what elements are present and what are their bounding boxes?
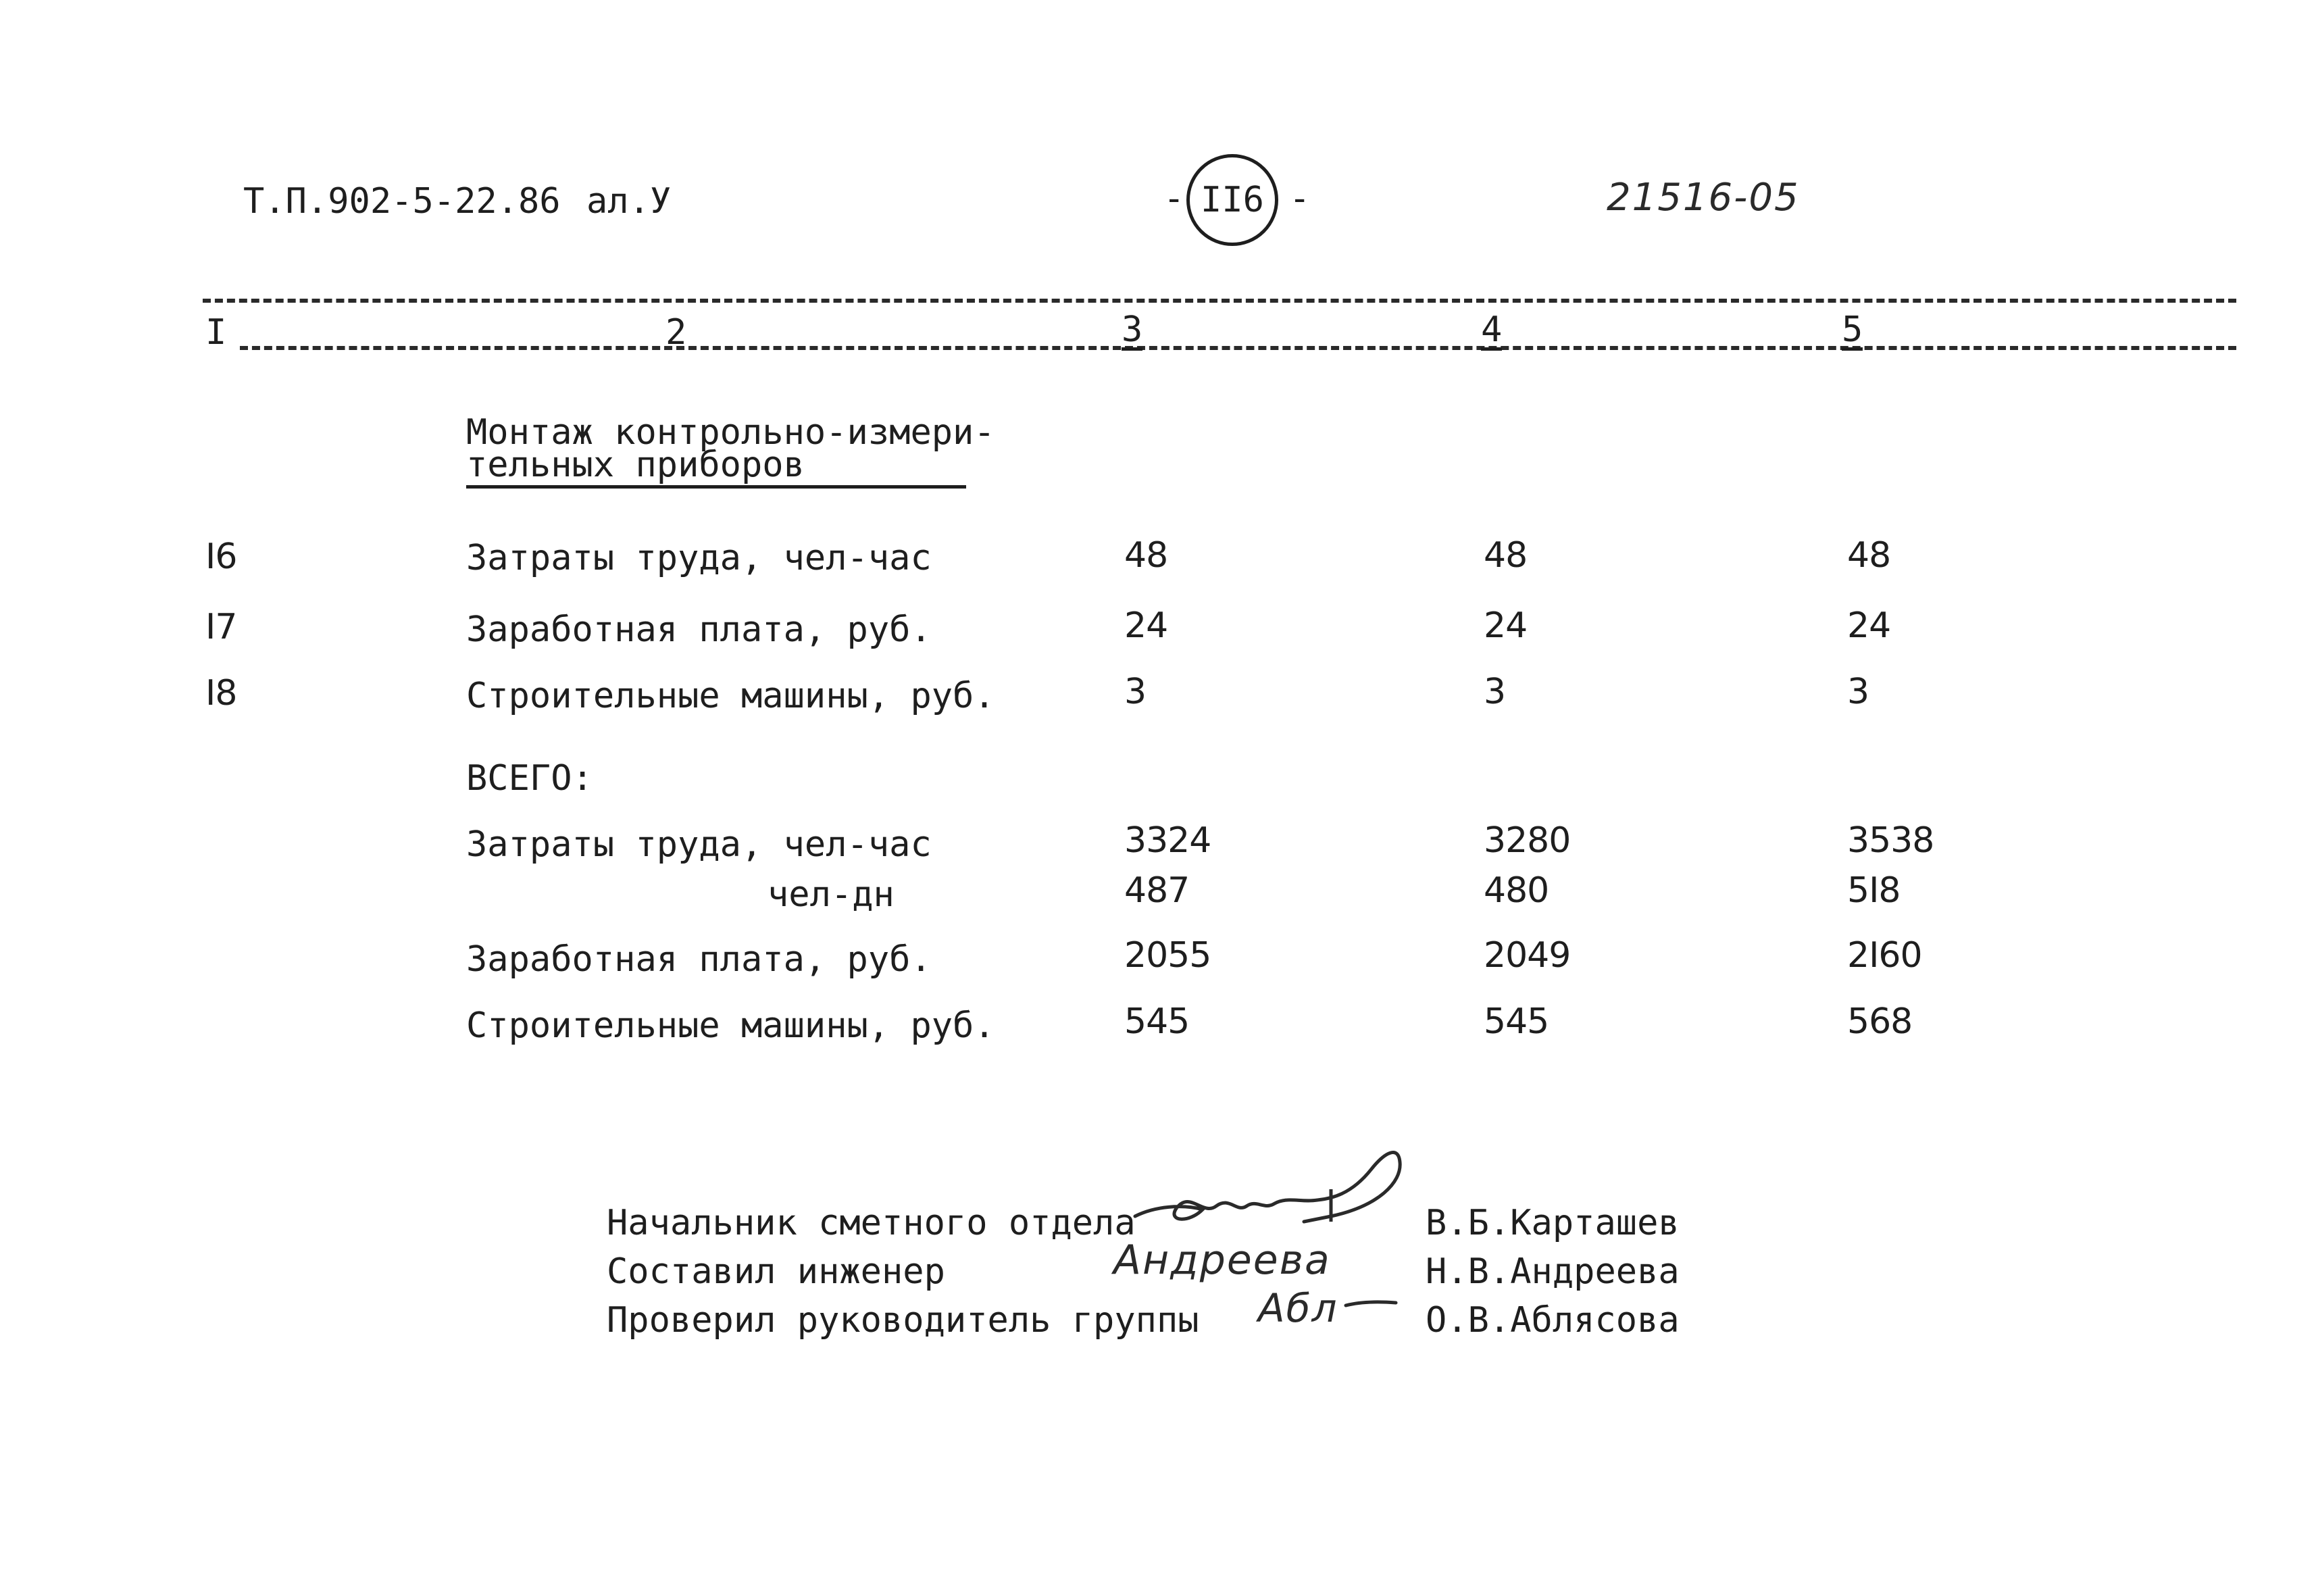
total-labor-col3: 3324 <box>1124 820 1211 861</box>
album-label: ал.У <box>586 181 672 222</box>
row-label: Затраты труда, чел-час <box>466 538 932 578</box>
cell-col4: 3 <box>1484 672 1506 712</box>
cell-col5: 3 <box>1847 672 1869 712</box>
total-days-col3: 487 <box>1124 870 1190 911</box>
signature-role-2: Составил инженер <box>607 1251 945 1292</box>
cell-col5: 24 <box>1847 605 1891 646</box>
total-machines-col3: 545 <box>1124 1001 1190 1042</box>
cell-col4: 48 <box>1484 535 1528 576</box>
total-machines-label: Строительные машины, руб. <box>466 1005 995 1046</box>
total-labor-label: Затраты труда, чел-час <box>466 824 932 865</box>
row-label: Заработная плата, руб. <box>466 609 932 650</box>
row-number: I7 <box>205 607 237 647</box>
signature-name-2: Н.В.Андреева <box>1426 1251 1680 1292</box>
row-number: I8 <box>205 673 237 714</box>
doc-code: Т.П.902-5-22.86 <box>243 181 561 222</box>
cell-col3: 3 <box>1124 672 1147 712</box>
doc-reference: 21516-05 <box>1607 176 1800 220</box>
signature-name-1: В.Б.Карташев <box>1426 1203 1680 1243</box>
total-labor-col5: 3538 <box>1847 820 1934 861</box>
total-machines-col4: 545 <box>1484 1001 1549 1042</box>
signature-dash-icon <box>1344 1297 1399 1311</box>
col-header-4: 4 <box>1481 309 1503 350</box>
section-title-line1: Монтаж контрольно-измери- <box>466 412 995 453</box>
col-header-3: 3 <box>1122 309 1143 350</box>
section-title-line2: тельных приборов <box>466 447 966 489</box>
col-header-2: 2 <box>665 312 687 353</box>
signature-andreeva: Андреева <box>1113 1237 1331 1284</box>
total-days-label: чел-дн <box>768 874 895 915</box>
total-wage-label: Заработная плата, руб. <box>466 939 932 980</box>
col-header-5: 5 <box>1842 309 1863 350</box>
row-label: Строительные машины, руб. <box>466 676 995 716</box>
page-dash-left: - <box>1163 178 1185 219</box>
cell-col5: 48 <box>1847 535 1891 576</box>
col-header-1: I <box>205 312 227 353</box>
signature-role-1: Начальник сметного отдела <box>607 1203 1136 1243</box>
total-wage-col3: 2055 <box>1124 935 1211 976</box>
page-number: II6 <box>1186 154 1278 246</box>
cell-col4: 24 <box>1484 605 1528 646</box>
total-machines-col5: 568 <box>1847 1001 1913 1042</box>
table-top-rule <box>203 299 2236 303</box>
row-number: I6 <box>205 537 237 577</box>
page-dash-right: - <box>1289 178 1311 219</box>
total-labor-col4: 3280 <box>1484 820 1571 861</box>
signature-kartashev-icon <box>1128 1142 1412 1243</box>
signature-name-3: О.В.Аблясова <box>1426 1300 1680 1341</box>
signature-ablyasova: Абл <box>1258 1285 1338 1331</box>
signature-role-3: Проверил руководитель группы <box>607 1300 1199 1341</box>
total-days-col5: 5I8 <box>1847 870 1901 911</box>
total-days-col4: 480 <box>1484 870 1549 911</box>
total-wage-col5: 2I60 <box>1847 935 1922 976</box>
cell-col3: 24 <box>1124 605 1168 646</box>
cell-col3: 48 <box>1124 535 1168 576</box>
total-title: ВСЕГО: <box>466 758 593 799</box>
total-wage-col4: 2049 <box>1484 935 1571 976</box>
table-header-rule <box>240 346 2236 350</box>
